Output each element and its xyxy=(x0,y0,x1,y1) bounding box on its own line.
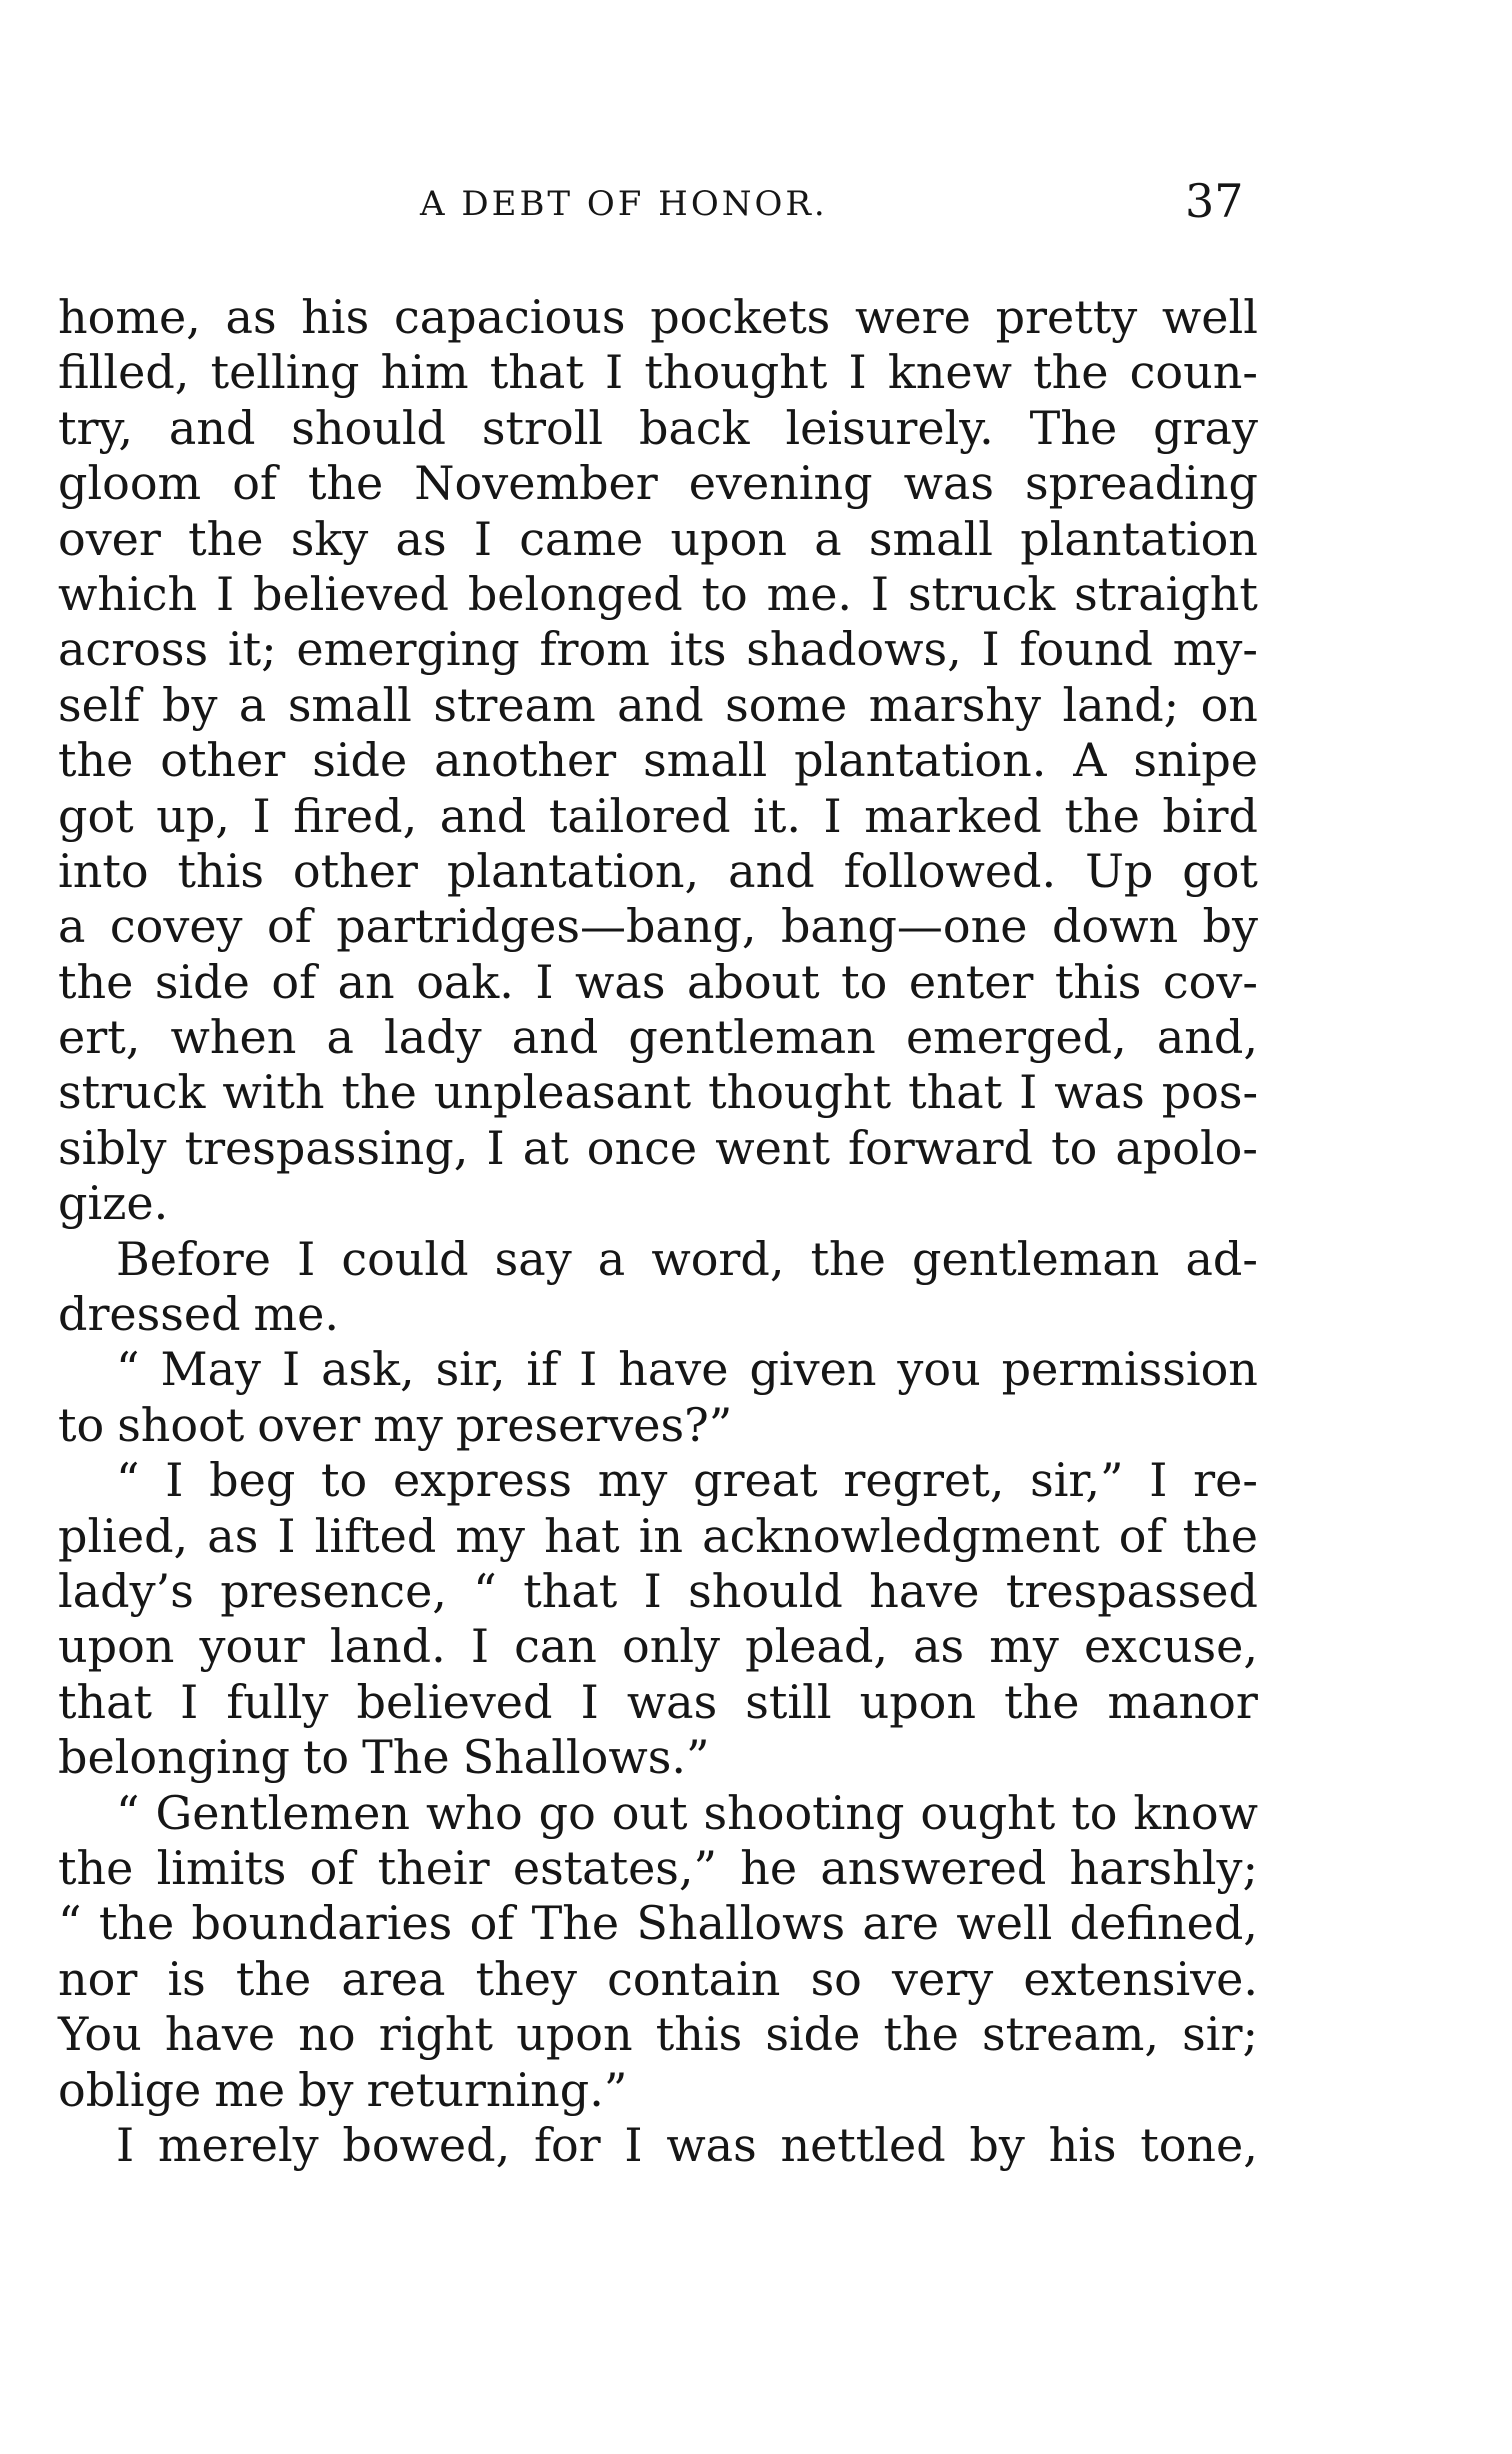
text-line: nor is the area they contain so very extensive. xyxy=(58,1951,1258,2006)
text-line: You have no right upon this side the stream, sir; xyxy=(58,2007,1258,2062)
text-line: sibly trespassing, I at once went forward to apolo- xyxy=(58,1120,1258,1175)
text-line: “ Gentlemen who go out shooting ought to know xyxy=(116,1785,1258,1840)
text-line: “ May I ask, sir, if I have given you permission xyxy=(116,1342,1258,1397)
text-line: across it; emerging from its shadows, I found my- xyxy=(58,622,1258,677)
text-line: dressed me. xyxy=(58,1287,340,1342)
text-line: belonging to The Shallows.” xyxy=(58,1730,710,1785)
text-line: which I believed belonged to me. I struck straight xyxy=(58,566,1258,621)
running-title: A DEBT OF HONOR. xyxy=(420,184,828,224)
text-line: the limits of their estates,” he answered harshly; xyxy=(58,1840,1258,1895)
text-line: ert, when a lady and gentleman emerged, and, xyxy=(58,1010,1258,1065)
text-line: into this other plantation, and followed. Up got xyxy=(58,843,1258,898)
text-line: “ the boundaries of The Shallows are well defined, xyxy=(58,1896,1258,1951)
text-line: filled, telling him that I thought I knew the coun- xyxy=(58,345,1258,400)
text-line: got up, I fired, and tailored it. I marked the bird xyxy=(58,788,1258,843)
text-line: gloom of the November evening was spreading xyxy=(58,456,1258,511)
text-line: plied, as I lifted my hat in acknowledgment of the xyxy=(58,1508,1258,1563)
text-line: that I fully believed I was still upon the manor xyxy=(58,1674,1258,1729)
text-line: struck with the unpleasant thought that I was pos- xyxy=(58,1065,1258,1120)
text-line: home, as his capacious pockets were pretty well xyxy=(58,290,1258,344)
text-line: a covey of partridges—bang, bang—one down by xyxy=(58,899,1258,954)
text-line: the side of an oak. I was about to enter this cov- xyxy=(58,954,1258,1009)
text-line: oblige me by returning.” xyxy=(58,2062,628,2117)
text-line: the other side another small plantation. A snipe xyxy=(58,733,1258,788)
text-line: gize. xyxy=(58,1176,169,1231)
text-line: try, and should stroll back leisurely. The gray xyxy=(58,400,1258,455)
text-line: lady’s presence, “ that I should have trespassed xyxy=(58,1563,1258,1618)
text-line: I merely bowed, for I was nettled by his tone, xyxy=(116,2117,1258,2172)
text-line: upon your land. I can only plead, as my excuse, xyxy=(58,1619,1258,1674)
text-line: to shoot over my preserves?” xyxy=(58,1397,733,1452)
text-line: “ I beg to express my great regret, sir,” I re- xyxy=(116,1453,1258,1508)
body-text xyxy=(58,290,1258,2173)
text-line: self by a small stream and some marshy land; on xyxy=(58,677,1258,732)
text-line: Before I could say a word, the gentleman ad- xyxy=(116,1231,1258,1286)
page-number: 37 xyxy=(1185,174,1244,228)
text-line: over the sky as I came upon a small plantation xyxy=(58,511,1258,566)
